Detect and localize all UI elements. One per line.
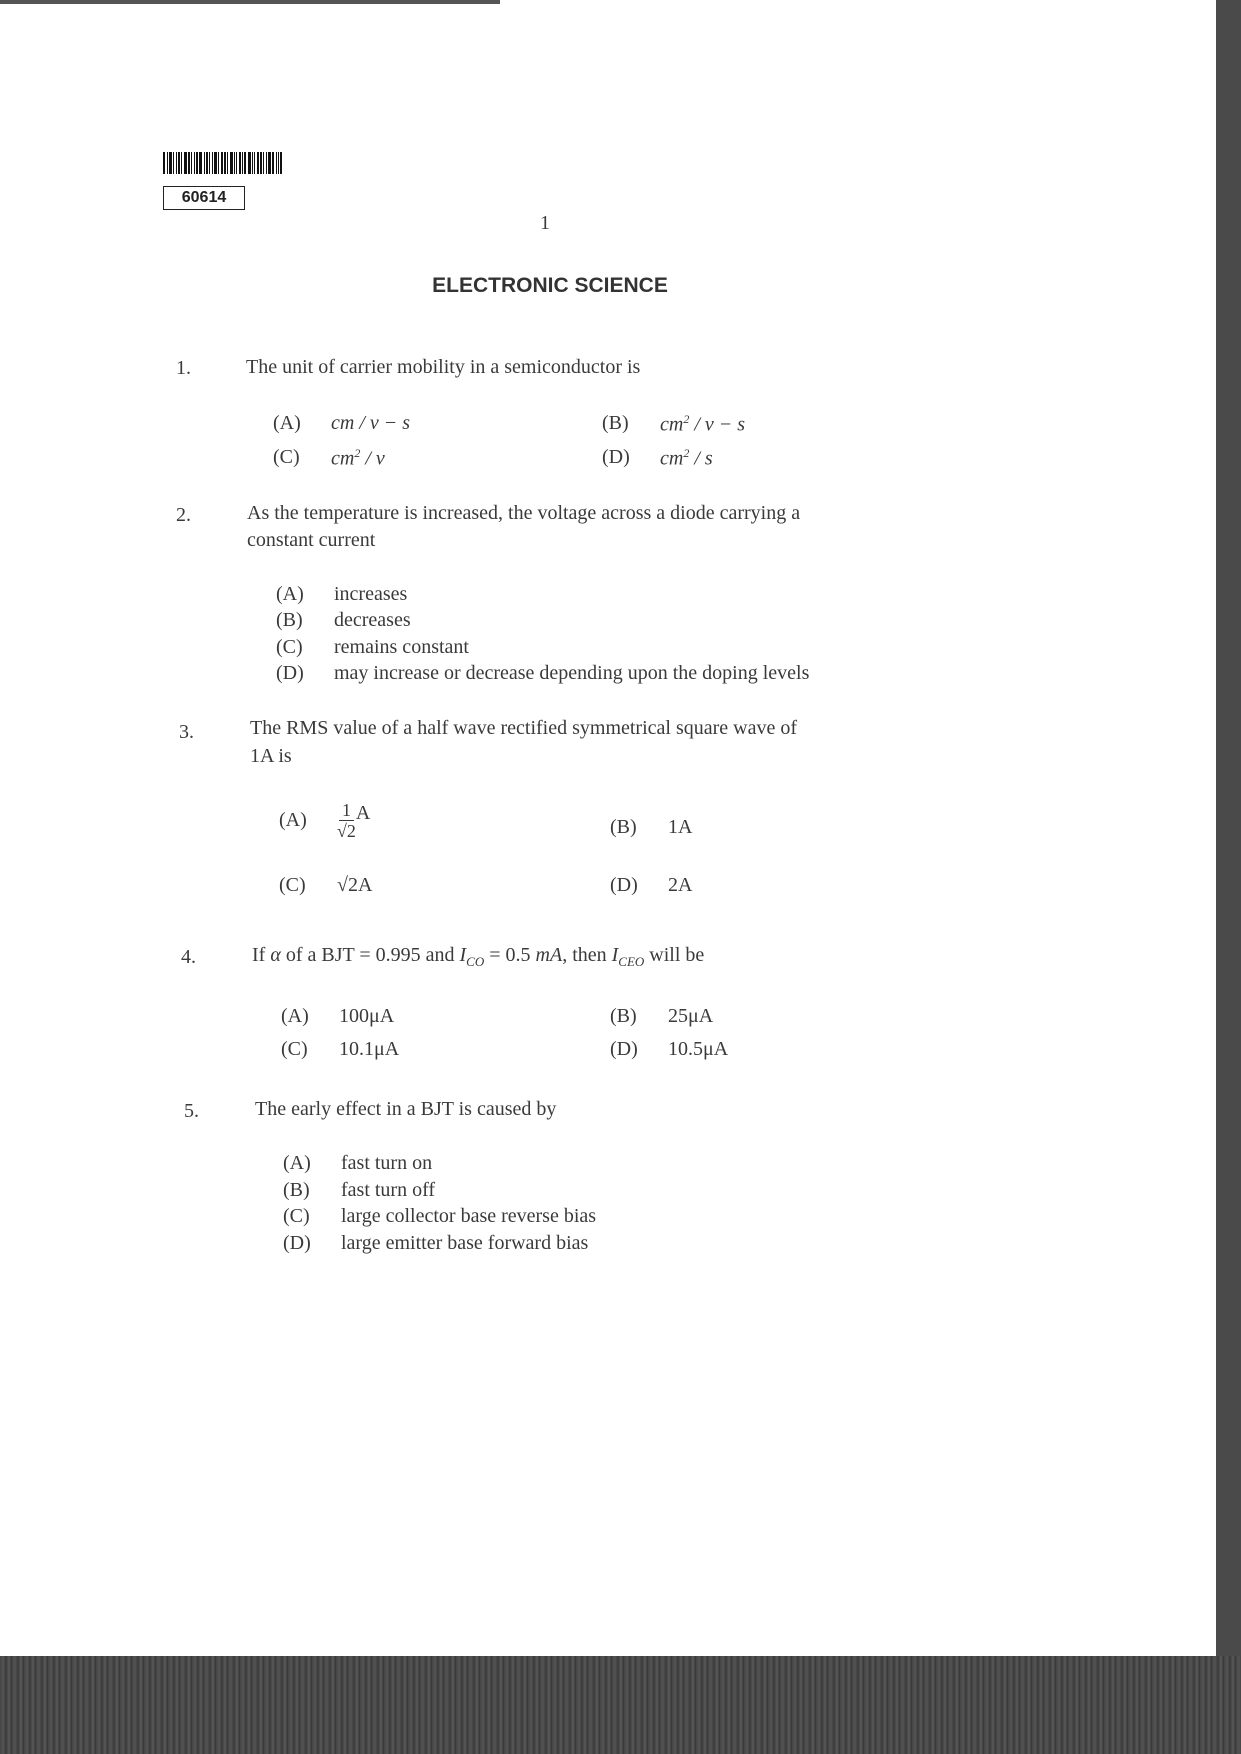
option-text: decreases (334, 609, 411, 631)
symbol-iceo: I (611, 944, 619, 966)
barcode-bar (167, 152, 168, 174)
option-label: (D) (610, 1038, 638, 1060)
option-text: 10.1μA (339, 1038, 400, 1060)
barcode-bar (178, 152, 180, 174)
question-text (252, 942, 704, 975)
option-label: (B) (283, 1179, 310, 1201)
option-d (283, 1232, 588, 1255)
option-label: (C) (273, 446, 300, 468)
option-label: (B) (610, 816, 637, 838)
fraction-numerator: 1 (339, 800, 354, 821)
option-text: 2A (668, 874, 693, 896)
option-label: (B) (610, 1005, 637, 1027)
barcode-bar (278, 152, 279, 174)
barcode-bar (263, 152, 264, 174)
subscript: CO (466, 954, 485, 969)
option-text: $cm^2$ / s (660, 446, 713, 470)
option-text: fast turn off (341, 1179, 436, 1201)
question-text: The unit of carrier mobility in a semiconductor is (246, 356, 641, 378)
barcode-bar (206, 152, 208, 174)
barcode-bar (236, 152, 237, 174)
barcode-bar (242, 152, 243, 174)
option-c (276, 636, 469, 659)
barcode-bar (204, 152, 205, 174)
barcode (163, 152, 295, 174)
option-d (610, 1038, 728, 1061)
option-label: (A) (283, 1152, 311, 1174)
question-text-line1: As the temperature is increased, the voltage across a diode carrying a (247, 502, 801, 524)
barcode-bar (218, 152, 219, 174)
barcode-bar (209, 152, 210, 174)
barcode-bar (212, 152, 213, 174)
alpha-symbol: α (270, 944, 281, 966)
barcode-bar (184, 152, 187, 174)
question-number: 3. (179, 721, 194, 743)
option-text: $cm^2$ / v (331, 446, 385, 470)
scan-edge-bottom (0, 1656, 1241, 1754)
option-text: remains constant (334, 636, 469, 658)
option-a (281, 1005, 394, 1028)
subscript: CEO (618, 954, 645, 969)
page-number: 1 (540, 212, 550, 234)
scan-edge-right (1216, 0, 1241, 1754)
option-label: (B) (602, 412, 629, 434)
fraction (337, 800, 356, 841)
option-label: (C) (283, 1205, 310, 1227)
option-a (276, 583, 407, 606)
barcode-bar (188, 152, 190, 174)
barcode-bar (224, 152, 226, 174)
option-label: (C) (281, 1038, 308, 1060)
barcode-bar (163, 152, 165, 174)
barcode-bar (276, 152, 277, 174)
option-label: (D) (602, 446, 630, 468)
barcode-bar (169, 152, 172, 174)
barcode-bar (191, 152, 192, 174)
option-text: fast turn on (341, 1152, 433, 1174)
option-text: may increase or decrease depending upon the doping levels (334, 662, 810, 684)
option-b (602, 412, 745, 437)
text-part: will be (649, 944, 705, 966)
option-d (276, 662, 809, 685)
barcode-bar (257, 152, 259, 174)
barcode-bar (272, 152, 274, 174)
barcode-bar (173, 152, 174, 174)
text-part: , then (562, 944, 607, 966)
option-text: cm / v − s (331, 412, 411, 434)
barcode-bar (234, 152, 235, 174)
question-number: 4. (181, 946, 196, 968)
barcode-bar (230, 152, 233, 174)
barcode-bar (260, 152, 262, 174)
question-text-line1: The RMS value of a half wave rectified symmetrical square wave of (250, 717, 798, 739)
option-c (283, 1205, 596, 1228)
option-c (273, 446, 385, 471)
barcode-bar (254, 152, 255, 174)
barcode-bar (280, 152, 282, 174)
barcode-bar (181, 152, 182, 174)
option-c (281, 1038, 399, 1061)
option-text: 25μA (668, 1005, 714, 1027)
option-a (283, 1152, 432, 1175)
option-label: (C) (276, 636, 303, 658)
barcode-bar (248, 152, 251, 174)
barcode-bar (268, 152, 271, 174)
barcode-bar (227, 152, 228, 174)
option-label: (A) (273, 412, 301, 434)
option-b (276, 609, 411, 632)
option-text: 1A (668, 816, 693, 838)
option-text: √2A (337, 874, 373, 896)
option-label: (B) (276, 609, 303, 631)
symbol-ico: I (459, 944, 467, 966)
option-text: increases (334, 583, 408, 605)
barcode-bar (266, 152, 267, 174)
question-number: 2. (176, 504, 191, 526)
option-a (279, 800, 370, 841)
option-text: 100μA (339, 1005, 395, 1027)
question-number: 5. (184, 1100, 199, 1122)
barcode-bar (214, 152, 217, 174)
barcode-bar (221, 152, 223, 174)
option-b (610, 1005, 713, 1028)
page-title: ELECTRONIC SCIENCE (432, 274, 668, 297)
barcode-bar (176, 152, 177, 174)
question-number: 1. (176, 357, 191, 379)
option-label: (D) (610, 874, 638, 896)
scan-edge-top (0, 0, 500, 4)
option-label: (D) (283, 1232, 311, 1254)
option-d (610, 874, 692, 897)
option-unit: A (355, 802, 371, 824)
question-text-line2: constant current (247, 529, 376, 551)
option-label: (D) (276, 662, 304, 684)
text-part: of a BJT = 0.995 and (285, 944, 455, 966)
option-label: (A) (279, 809, 307, 831)
text-part: If (252, 944, 266, 966)
option-text: large emitter base forward bias (341, 1232, 589, 1254)
option-label: (A) (281, 1005, 309, 1027)
option-text: large collector base reverse bias (341, 1205, 597, 1227)
option-c (279, 874, 372, 897)
fraction-denominator: √2 (337, 821, 356, 841)
text-part: = 0.5 (489, 944, 531, 966)
option-label: (C) (279, 874, 306, 896)
barcode-bar (252, 152, 253, 174)
option-a (273, 412, 410, 435)
option-text: $cm^2 / v - s$ (660, 412, 746, 436)
option-d (602, 446, 713, 471)
option-text: 10.5μA (668, 1038, 729, 1060)
barcode-bar (196, 152, 198, 174)
option-b (610, 816, 692, 839)
barcode-bar (194, 152, 195, 174)
option-b (283, 1179, 435, 1202)
question-text: The early effect in a BJT is caused by (255, 1098, 557, 1120)
barcode-bar (239, 152, 241, 174)
barcode-bar (244, 152, 246, 174)
question-text-line2: 1A is (250, 745, 292, 767)
unit-ma: mA (535, 944, 563, 966)
option-label: (A) (276, 583, 304, 605)
paper-code: 60614 (163, 186, 245, 210)
barcode-bar (199, 152, 202, 174)
